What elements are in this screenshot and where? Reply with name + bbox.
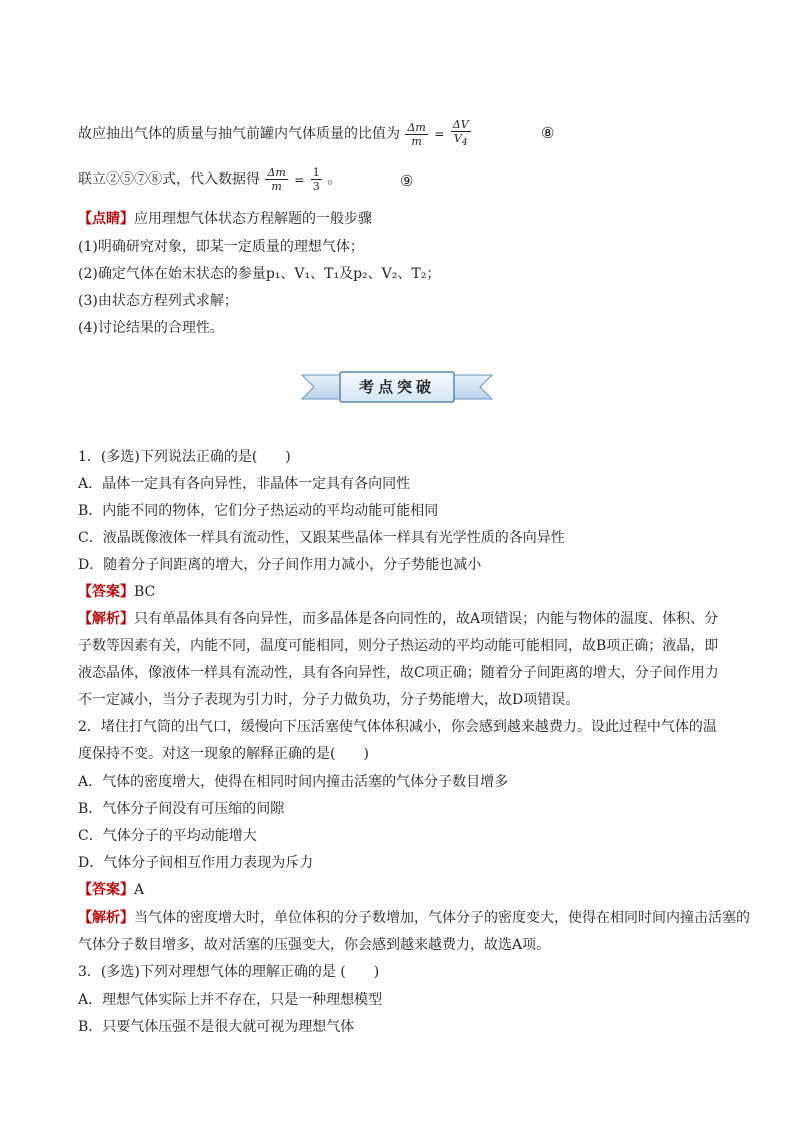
dianjing-step-2: (2)确定气体在始末状态的参量p₁、V₁、T₁及p₂、V₂、T₂； xyxy=(78,266,441,282)
q3-option-b: B．只要气体压强不是很大就可视为理想气体 xyxy=(78,1019,355,1035)
dianjing-step-3: (3)由状态方程列式求解； xyxy=(78,293,238,309)
equation-9-marker: ⑨ xyxy=(400,172,414,190)
dianjing-tag: 【点睛】 xyxy=(78,211,134,227)
q1-option-d: D．随着分子间距离的增大，分子间作用力减小，分子势能也减小 xyxy=(78,557,482,573)
dianjing-text: 应用理想气体状态方程解题的一般步骤 xyxy=(134,211,372,227)
q1-analysis-line-1: 【解析】只有单晶体具有各向异性，而多晶体是各向同性的，故A项错误；内能与物体的温度、体积、分 xyxy=(78,611,719,627)
fraction-dv-over-v4: $\frac{\Delta V}{V_4}$ xyxy=(452,118,469,149)
equation-8-prefix: 故应抽出气体的质量与抽气前罐内气体质量的比值为 xyxy=(78,126,400,143)
q1-option-b: B．内能不同的物体，它们分子热运动的平均动能可能相同 xyxy=(78,503,439,519)
q2-stem-line-1: 2．堵住打气筒的出气口，缓慢向下压活塞使气体体积减小，你会感到越来越费力。设此过程中气体的温 xyxy=(78,719,717,735)
equation-8-line: 故应抽出气体的质量与抽气前罐内气体质量的比值为 $\frac{\Delta m}{m}$ = $\frac{\Delta V}{V_4}$ xyxy=(78,118,469,149)
q2-stem-line-2: 度保持不变。对这一现象的解释正确的是( ) xyxy=(78,746,369,762)
q1-option-c: C．液晶既像液体一样具有流动性，又跟某些晶体一样具有光学性质的各向异性 xyxy=(78,530,565,546)
q2-answer xyxy=(78,882,144,898)
q1-analysis-tag: 【解析】 xyxy=(78,611,134,627)
q3-stem: 3．(多选)下列对理想气体的理解正确的是 ( ) xyxy=(78,964,380,980)
q2-option-a: A．气体的密度增大，使得在相同时间内撞击活塞的气体分子数目增多 xyxy=(78,774,509,790)
equation-8-marker: ⑧ xyxy=(541,124,555,142)
fraction-one-third: $\frac{1}{3}$ xyxy=(312,166,320,193)
q1-analysis-line-2: 子数等因素有关，内能不同，温度可能相同，则分子热运动的平均动能可能相同，故B项正确；液晶，即 xyxy=(78,638,719,654)
fraction-dm-over-m-2: $\frac{\Delta m}{m}$ xyxy=(267,166,286,193)
fraction-dm-over-m: $\frac{\Delta m}{m}$ xyxy=(407,120,426,148)
q1-answer xyxy=(78,584,155,600)
dianjing-step-1: (1)明确研究对象，即某一定质量的理想气体； xyxy=(78,239,364,255)
q1-analysis-line-3: 液态晶体，像液体一样具有流动性，具有各向异性，故C项正确；随着分子间距离的增大，分子间作用力 xyxy=(78,665,719,681)
q2-analysis-line-2: 气体分子数目增多，故对活塞的压强变大，你会感到越来越费力，故选A项。 xyxy=(78,937,551,953)
banner-title: 考点突破 xyxy=(358,378,435,396)
dianjing-step-4: (4)讨论结果的合理性。 xyxy=(78,320,224,336)
q1-stem: 1．(多选)下列说法正确的是( ) xyxy=(78,449,291,465)
dianjing-heading xyxy=(78,211,372,227)
q2-option-c: C．气体分子的平均动能增大 xyxy=(78,828,257,844)
q2-answer-value: A xyxy=(134,882,145,898)
q1-analysis-line-4: 不一定减小，当分子表现为引力时，分子力做负功，分子势能增大，故D项错误。 xyxy=(78,692,580,708)
q2-analysis-line-1: 【解析】当气体的密度增大时，单位体积的分子数增加，气体分子的密度变大，使得在相同时间内撞击活塞的 xyxy=(78,910,750,926)
q1-answer-tag: 【答案】 xyxy=(78,584,134,600)
equation-9-line: 联立②⑤⑦⑧式，代入数据得 $\frac{\Delta m}{m}$ = $\frac{1}{3}$ 。 xyxy=(78,166,342,193)
equation-9-prefix: 联立②⑤⑦⑧式，代入数据得 xyxy=(78,171,260,188)
q2-option-b: B．气体分子间没有可压缩的间隙 xyxy=(78,801,285,817)
q2-analysis-tag: 【解析】 xyxy=(78,910,134,926)
q2-answer-tag: 【答案】 xyxy=(78,882,134,898)
q3-option-a: A．理想气体实际上并不存在，只是一种理想模型 xyxy=(78,992,383,1008)
q1-option-a: A．晶体一定具有各向异性，非晶体一定具有各向同性 xyxy=(78,476,411,492)
q2-option-d: D．气体分子间相互作用力表现为斥力 xyxy=(78,855,314,871)
q1-answer-value: BC xyxy=(134,584,156,600)
section-banner xyxy=(300,370,494,404)
